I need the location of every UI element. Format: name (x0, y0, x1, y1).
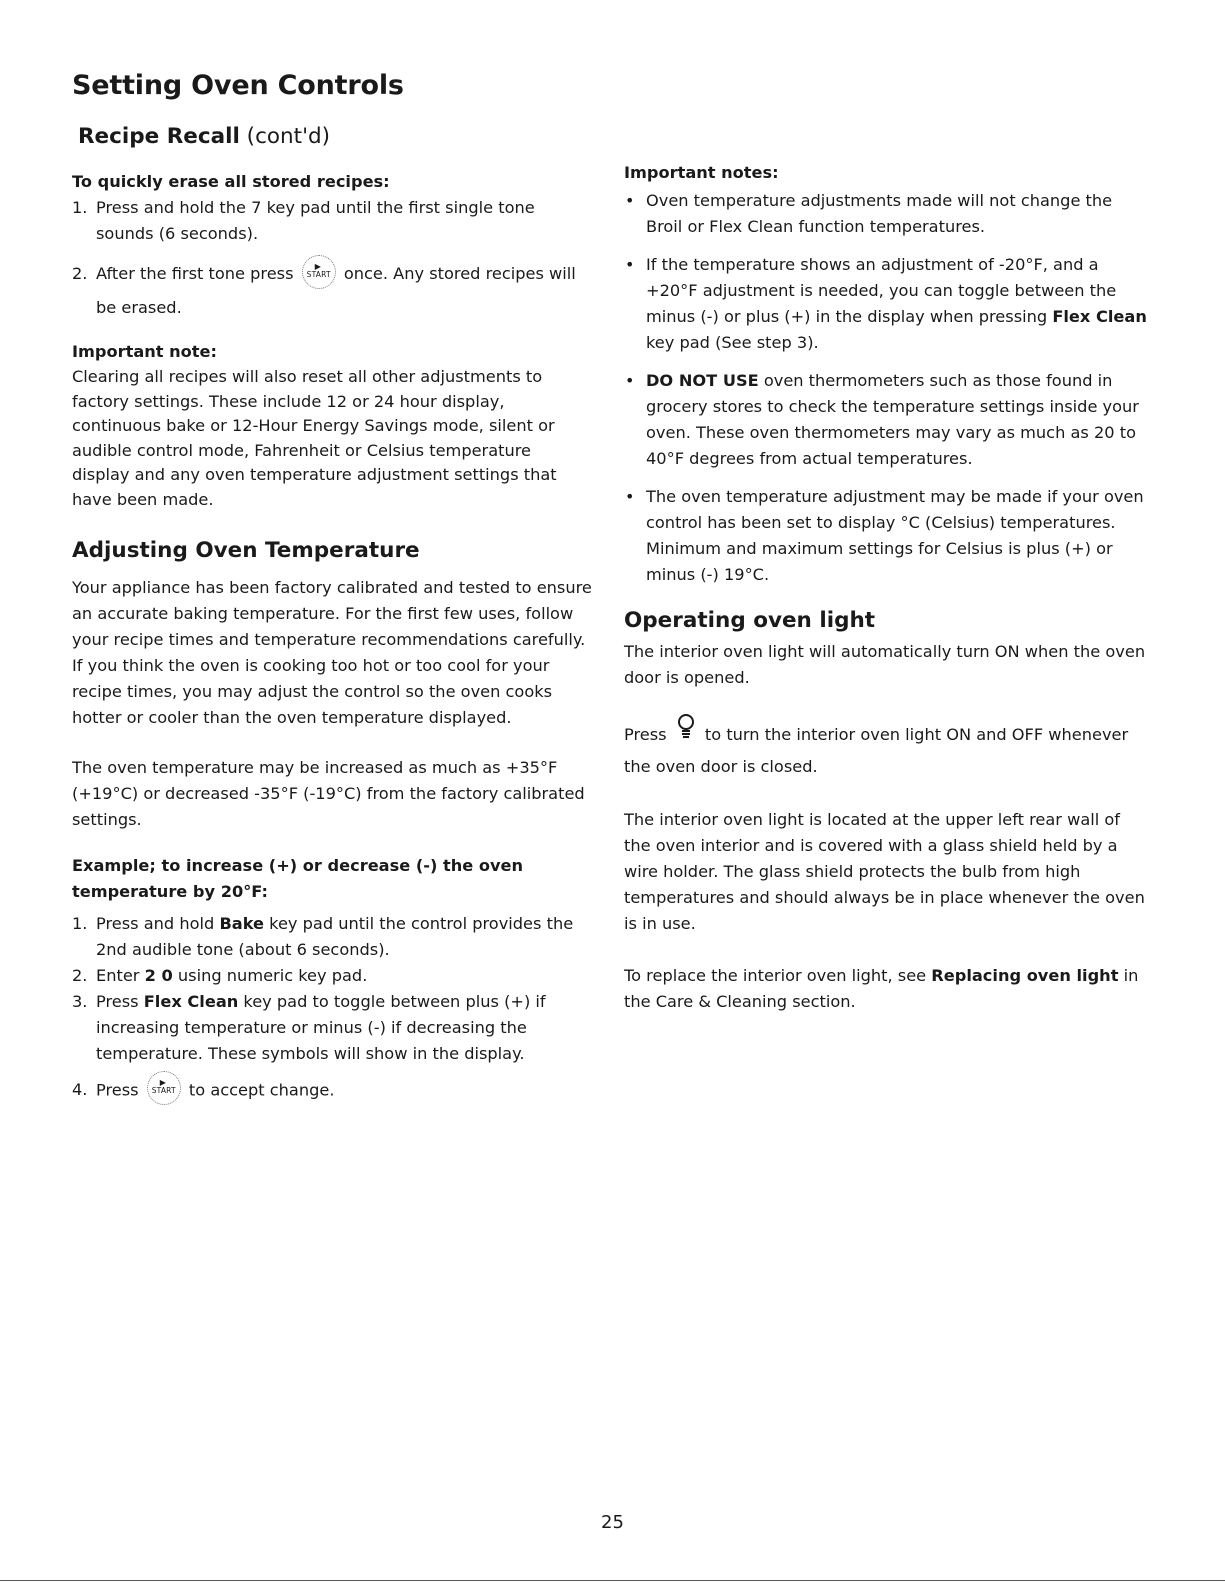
press-text: Press (624, 725, 667, 744)
step-text: Press and hold (96, 914, 220, 933)
bullet: • (625, 255, 635, 274)
light-bulb-icon (676, 713, 696, 750)
step-text: Press and hold the 7 key pad until the first single tone sounds (6 seconds). (96, 198, 535, 243)
oven-light-para-4 (624, 963, 1149, 1015)
list-item (72, 257, 592, 325)
list-item (624, 188, 1149, 240)
oven-light-para-1: The interior oven light will automatically turn ON when the oven door is opened. (624, 642, 1146, 687)
step-text: Press (96, 1080, 139, 1100)
step-number: 4. (72, 1080, 88, 1099)
list-item (72, 989, 592, 1067)
adjusting-para-1: Your appliance has been factory calibrated and tested to ensure an accurate baking temperature. For the first few uses, follow your recipe times and temperature recommendations carefully. If you think the oven is cooking too hot or too cool for your recipe times, you may adjust the control so the oven cooks hotter or cooler than the oven temperature displayed. (72, 578, 592, 727)
note-text: oven thermometers such as those found in grocery stores to check the temperature settings inside your oven. These oven thermometers may vary as much as 20 to 40°F degrees from actual temperatures. (646, 371, 1139, 468)
oven-light-para-3: The interior oven light is located at the upper left rear wall of the oven interior and is covered with a glass shield held by a wire holder. The glass shield protects the bulb from high temperatures and should always be in place whenever the oven is in use. (624, 810, 1145, 933)
start-key-label: START (151, 1086, 176, 1095)
start-key-icon (147, 1071, 181, 1105)
recipe-recall-title: Recipe Recall (78, 124, 240, 149)
recipe-recall-heading (78, 124, 592, 149)
recipe-recall-suffix: (cont'd) (239, 124, 331, 149)
example-steps (72, 911, 592, 1105)
step-number: 2. (72, 264, 88, 283)
bullet: • (625, 487, 635, 506)
step-text: After the first tone press (96, 264, 294, 283)
step-text: once. Any stored recipes will be erased. (96, 264, 576, 317)
step-text: to accept change. (188, 1080, 335, 1100)
list-item (72, 1077, 592, 1105)
oven-light-heading: Operating oven light (624, 608, 876, 633)
oven-light-press (624, 719, 1149, 783)
bottom-rule (0, 1580, 1225, 1581)
step-number: 1. (72, 914, 88, 933)
step-number: 1. (72, 198, 88, 217)
start-key-icon (302, 255, 336, 289)
play-icon: ▶ (159, 1078, 166, 1087)
erase-steps (72, 195, 592, 325)
note-bold: Flex Clean (1052, 307, 1147, 326)
page-number: 25 (601, 1512, 624, 1533)
step-number: 3. (72, 992, 88, 1011)
note-text: If the temperature shows an adjustment of -20°F, and a +20°F adjustment is needed, you can toggle between the minus (-) or plus (+) in the display when pressing (646, 255, 1117, 326)
list-item (624, 484, 1149, 588)
important-note-heading: Important note: (72, 342, 217, 361)
adjusting-heading: Adjusting Oven Temperature (72, 538, 420, 563)
note-text: The oven temperature adjustment may be made if your oven control has been set to display °C (Celsius) temperatures. Minimum and maximum settings for Celsius is plus (+) or minus (-) 19°C. (646, 487, 1144, 584)
list-item (72, 195, 592, 247)
bullet: • (625, 191, 635, 210)
note-text: key pad (See step 3). (646, 333, 819, 352)
step-text: Press (96, 992, 144, 1011)
para-text: in the Care & Cleaning section. (624, 966, 1139, 1011)
step-text: key pad to toggle between plus (+) if increasing temperature or minus (-) if decreasing the temperature. These symbols will show in the display. (96, 992, 546, 1063)
press-text: to turn the interior oven light ON and OFF whenever the oven door is closed. (624, 725, 1129, 776)
play-icon: ▶ (314, 261, 321, 271)
para-bold: Replacing oven light (931, 966, 1119, 985)
note-bold: DO NOT USE (646, 371, 759, 390)
example-heading: Example; to increase (+) or decrease (-) the oven temperature by 20°F: (72, 856, 524, 901)
step-bold: Bake (219, 914, 265, 933)
note-text: Oven temperature adjustments made will not change the Broil or Flex Clean function temperatures. (646, 191, 1113, 236)
list-item (624, 368, 1149, 472)
important-notes-heading: Important notes: (624, 163, 779, 182)
page-title: Setting Oven Controls (72, 70, 404, 101)
list-item (72, 911, 592, 963)
step-text: key pad until the control provides the 2nd audible tone (about 6 seconds). (96, 914, 574, 959)
important-note-text: Clearing all recipes will also reset all other adjustments to factory settings. These include 12 or 24 hour display, continuous bake or 12-Hour Energy Savings mode, silent or audible control mode, Fahrenheit or Celsius temperature display and any oven temperature adjustment settings that have been made. (72, 367, 557, 509)
list-item (72, 963, 592, 989)
important-notes-list (624, 188, 1149, 588)
step-bold: Flex Clean (143, 992, 239, 1011)
step-text: Enter (96, 966, 145, 985)
step-bold: 2 0 (144, 966, 173, 985)
adjusting-para-2: The oven temperature may be increased as much as +35°F (+19°C) or decreased -35°F (-19°C) from the factory calibrated settings. (72, 758, 585, 829)
right-column (624, 160, 1149, 1015)
step-text: using numeric key pad. (172, 966, 368, 985)
bullet: • (625, 371, 635, 390)
list-item (624, 252, 1149, 356)
left-column (72, 124, 592, 1105)
para-text: To replace the interior oven light, see (624, 966, 932, 985)
start-key-label: START (306, 269, 331, 279)
erase-heading: To quickly erase all stored recipes: (72, 172, 390, 191)
step-number: 2. (72, 966, 88, 985)
